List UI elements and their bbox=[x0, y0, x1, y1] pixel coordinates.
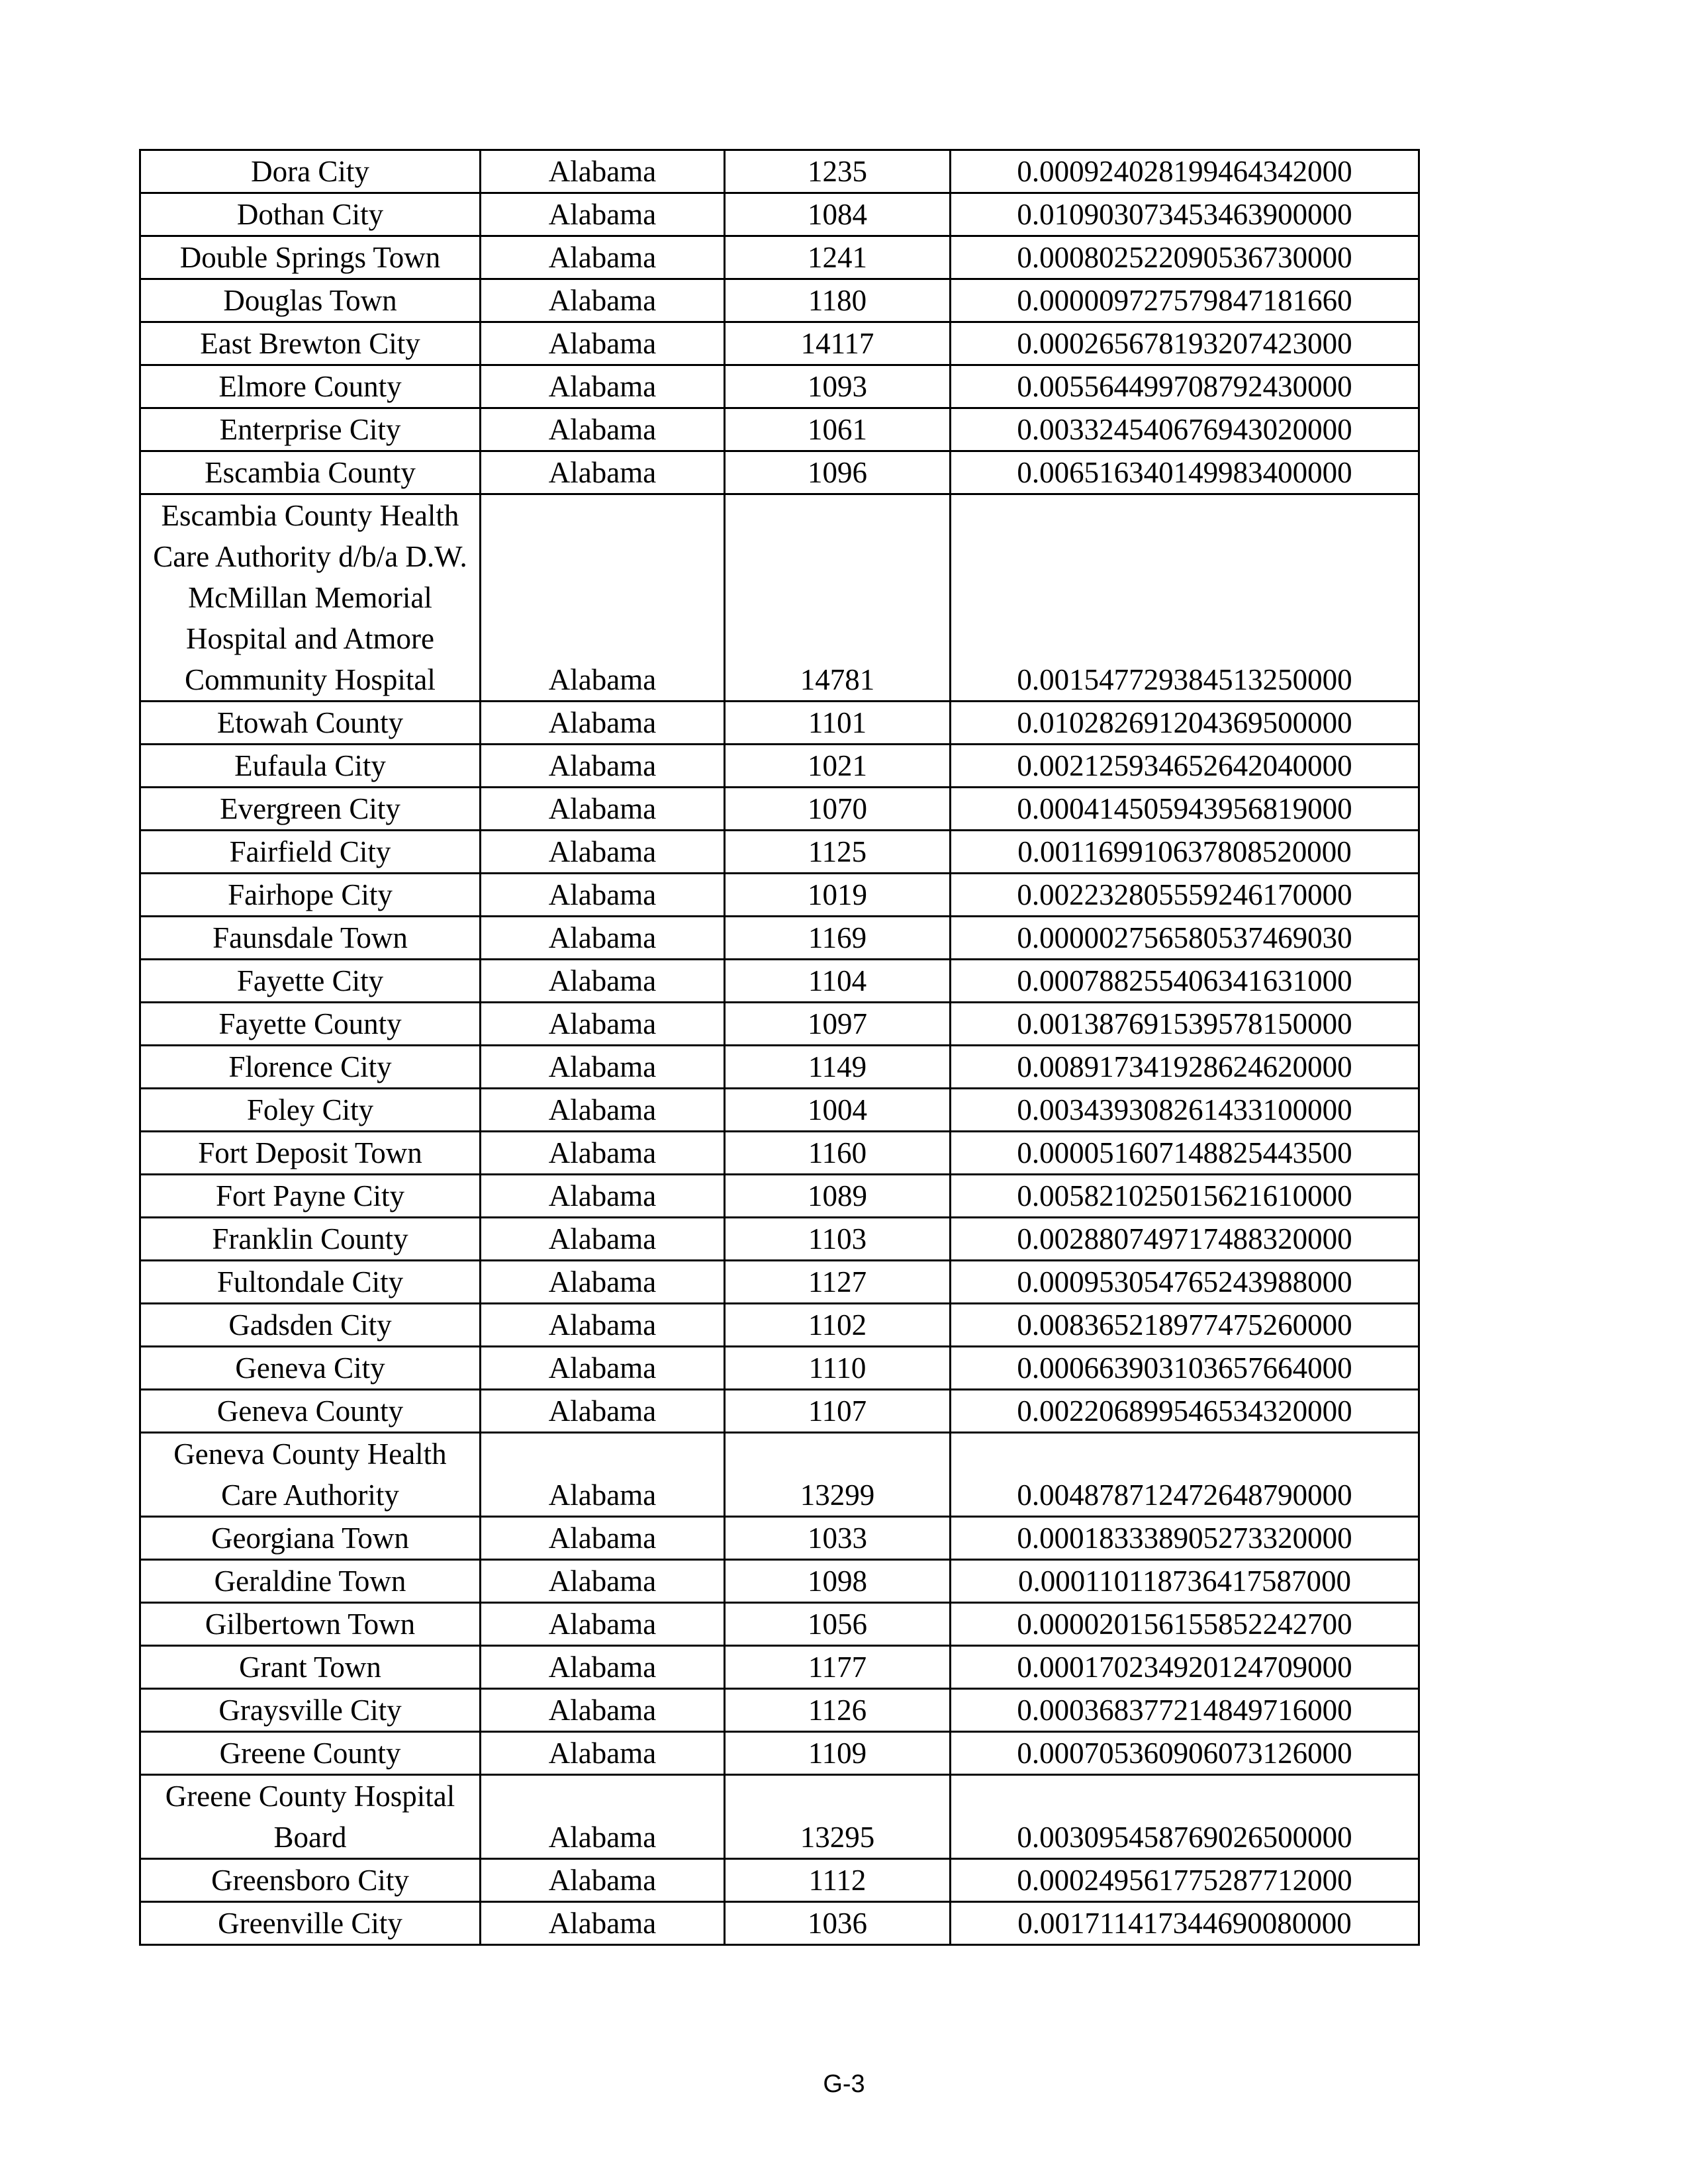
id-cell: 1056 bbox=[725, 1603, 951, 1646]
id-cell: 1036 bbox=[725, 1902, 951, 1945]
allocation-cell: 0.000705360906073126000 bbox=[951, 1732, 1419, 1775]
id-cell: 1098 bbox=[725, 1560, 951, 1603]
table-row bbox=[140, 1175, 1419, 1218]
id-cell: 13295 bbox=[725, 1775, 951, 1859]
id-cell: 1093 bbox=[725, 365, 951, 408]
allocation-cell: 0.001169910637808520000 bbox=[951, 831, 1419, 874]
id-cell: 14117 bbox=[725, 322, 951, 365]
state-cell: Alabama bbox=[481, 1732, 725, 1775]
state-cell: Alabama bbox=[481, 1390, 725, 1433]
id-cell: 1125 bbox=[725, 831, 951, 874]
state-cell: Alabama bbox=[481, 702, 725, 745]
entity-name-cell: Fort Payne City bbox=[140, 1175, 481, 1218]
table-row bbox=[140, 1089, 1419, 1132]
table-row bbox=[140, 960, 1419, 1003]
state-cell: Alabama bbox=[481, 1089, 725, 1132]
id-cell: 1102 bbox=[725, 1304, 951, 1347]
allocation-cell: 0.008365218977475260000 bbox=[951, 1304, 1419, 1347]
entity-name-cell: Douglas Town bbox=[140, 279, 481, 322]
id-cell: 1180 bbox=[725, 279, 951, 322]
state-cell: Alabama bbox=[481, 193, 725, 236]
page-number: G-3 bbox=[823, 2070, 865, 2098]
state-cell: Alabama bbox=[481, 322, 725, 365]
table-row bbox=[140, 1859, 1419, 1902]
entity-name-cell: Escambia County bbox=[140, 451, 481, 494]
state-cell: Alabama bbox=[481, 1218, 725, 1261]
allocation-cell: 0.002880749717488320000 bbox=[951, 1218, 1419, 1261]
entity-name-cell: Enterprise City bbox=[140, 408, 481, 451]
id-cell: 14781 bbox=[725, 494, 951, 702]
allocation-cell: 0.010903073453463900000 bbox=[951, 193, 1419, 236]
allocation-cell: 0.000953054765243988000 bbox=[951, 1261, 1419, 1304]
entity-name-cell: Grant Town bbox=[140, 1646, 481, 1689]
id-cell: 1169 bbox=[725, 917, 951, 960]
table-row bbox=[140, 1261, 1419, 1304]
table-row bbox=[140, 1132, 1419, 1175]
state-cell: Alabama bbox=[481, 494, 725, 702]
state-cell: Alabama bbox=[481, 960, 725, 1003]
allocation-cell: 0.003324540676943020000 bbox=[951, 408, 1419, 451]
entity-name-cell: Georgiana Town bbox=[140, 1517, 481, 1560]
table-row bbox=[140, 451, 1419, 494]
id-cell: 1160 bbox=[725, 1132, 951, 1175]
state-cell: Alabama bbox=[481, 1433, 725, 1517]
id-cell: 1177 bbox=[725, 1646, 951, 1689]
table-row bbox=[140, 1517, 1419, 1560]
entity-name-cell: Geneva City bbox=[140, 1347, 481, 1390]
state-cell: Alabama bbox=[481, 1775, 725, 1859]
table-row bbox=[140, 193, 1419, 236]
table-row bbox=[140, 1347, 1419, 1390]
table-row bbox=[140, 494, 1419, 702]
table-row bbox=[140, 1304, 1419, 1347]
entity-name-cell: Dora City bbox=[140, 150, 481, 193]
id-cell: 1104 bbox=[725, 960, 951, 1003]
entity-name-cell: Fayette City bbox=[140, 960, 481, 1003]
entity-name-cell: Franklin County bbox=[140, 1218, 481, 1261]
entity-name-cell: Fayette County bbox=[140, 1003, 481, 1046]
table-row bbox=[140, 874, 1419, 917]
entity-name-cell: Elmore County bbox=[140, 365, 481, 408]
table-row bbox=[140, 408, 1419, 451]
allocation-cell: 0.000414505943956819000 bbox=[951, 788, 1419, 831]
id-cell: 1103 bbox=[725, 1218, 951, 1261]
state-cell: Alabama bbox=[481, 1859, 725, 1902]
id-cell: 1112 bbox=[725, 1859, 951, 1902]
table-row bbox=[140, 1902, 1419, 1945]
allocation-cell: 0.000249561775287712000 bbox=[951, 1859, 1419, 1902]
id-cell: 1089 bbox=[725, 1175, 951, 1218]
table-row bbox=[140, 1603, 1419, 1646]
table-row bbox=[140, 1390, 1419, 1433]
id-cell: 1021 bbox=[725, 745, 951, 788]
allocation-cell: 0.000009727579847181660 bbox=[951, 279, 1419, 322]
state-cell: Alabama bbox=[481, 1132, 725, 1175]
state-cell: Alabama bbox=[481, 1261, 725, 1304]
allocation-cell: 0.000802522090536730000 bbox=[951, 236, 1419, 279]
allocation-cell: 0.002232805559246170000 bbox=[951, 874, 1419, 917]
entity-name-cell: Greene County Hospital Board bbox=[140, 1775, 481, 1859]
id-cell: 1097 bbox=[725, 1003, 951, 1046]
id-cell: 1235 bbox=[725, 150, 951, 193]
id-cell: 1109 bbox=[725, 1732, 951, 1775]
entity-name-cell: Fairfield City bbox=[140, 831, 481, 874]
table-row bbox=[140, 1646, 1419, 1689]
state-cell: Alabama bbox=[481, 874, 725, 917]
entity-name-cell: Fort Deposit Town bbox=[140, 1132, 481, 1175]
table-row bbox=[140, 702, 1419, 745]
table-row bbox=[140, 236, 1419, 279]
entity-name-cell: Etowah County bbox=[140, 702, 481, 745]
entity-name-cell: Greenville City bbox=[140, 1902, 481, 1945]
allocation-cell: 0.003095458769026500000 bbox=[951, 1775, 1419, 1859]
id-cell: 1149 bbox=[725, 1046, 951, 1089]
table-row bbox=[140, 365, 1419, 408]
allocation-cell: 0.000663903103657664000 bbox=[951, 1347, 1419, 1390]
table-row bbox=[140, 1560, 1419, 1603]
table-body bbox=[140, 150, 1419, 1945]
id-cell: 1126 bbox=[725, 1689, 951, 1732]
table-row bbox=[140, 788, 1419, 831]
allocation-cell: 0.001547729384513250000 bbox=[951, 494, 1419, 702]
allocation-cell: 0.000265678193207423000 bbox=[951, 322, 1419, 365]
allocation-cell: 0.006516340149983400000 bbox=[951, 451, 1419, 494]
entity-name-cell: Dothan City bbox=[140, 193, 481, 236]
entity-name-cell: Geneva County bbox=[140, 1390, 481, 1433]
state-cell: Alabama bbox=[481, 1175, 725, 1218]
state-cell: Alabama bbox=[481, 408, 725, 451]
entity-name-cell: Geraldine Town bbox=[140, 1560, 481, 1603]
entity-name-cell: Foley City bbox=[140, 1089, 481, 1132]
id-cell: 1127 bbox=[725, 1261, 951, 1304]
table-row bbox=[140, 1775, 1419, 1859]
allocation-cell: 0.000051607148825443500 bbox=[951, 1132, 1419, 1175]
table-row bbox=[140, 917, 1419, 960]
table-row bbox=[140, 745, 1419, 788]
table-row bbox=[140, 1689, 1419, 1732]
allocation-cell: 0.010282691204369500000 bbox=[951, 702, 1419, 745]
entity-name-cell: Eufaula City bbox=[140, 745, 481, 788]
state-cell: Alabama bbox=[481, 1902, 725, 1945]
state-cell: Alabama bbox=[481, 1304, 725, 1347]
state-cell: Alabama bbox=[481, 1347, 725, 1390]
table-row bbox=[140, 1003, 1419, 1046]
allocation-cell: 0.000924028199464342000 bbox=[951, 150, 1419, 193]
state-cell: Alabama bbox=[481, 365, 725, 408]
allocation-cell: 0.000183338905273320000 bbox=[951, 1517, 1419, 1560]
allocation-cell: 0.005564499708792430000 bbox=[951, 365, 1419, 408]
allocation-cell: 0.004878712472648790000 bbox=[951, 1433, 1419, 1517]
id-cell: 1107 bbox=[725, 1390, 951, 1433]
id-cell: 1061 bbox=[725, 408, 951, 451]
allocation-cell: 0.000002756580537469030 bbox=[951, 917, 1419, 960]
id-cell: 1019 bbox=[725, 874, 951, 917]
table-row bbox=[140, 831, 1419, 874]
entity-name-cell: Geneva County Health Care Authority bbox=[140, 1433, 481, 1517]
id-cell: 1101 bbox=[725, 702, 951, 745]
state-cell: Alabama bbox=[481, 279, 725, 322]
allocation-cell: 0.008917341928624620000 bbox=[951, 1046, 1419, 1089]
entity-name-cell: Gadsden City bbox=[140, 1304, 481, 1347]
table-row bbox=[140, 150, 1419, 193]
entity-name-cell: Graysville City bbox=[140, 1689, 481, 1732]
entity-name-cell: East Brewton City bbox=[140, 322, 481, 365]
state-cell: Alabama bbox=[481, 1517, 725, 1560]
state-cell: Alabama bbox=[481, 788, 725, 831]
allocation-cell: 0.000788255406341631000 bbox=[951, 960, 1419, 1003]
allocation-cell: 0.002125934652642040000 bbox=[951, 745, 1419, 788]
entity-name-cell: Faunsdale Town bbox=[140, 917, 481, 960]
state-cell: Alabama bbox=[481, 236, 725, 279]
table-row bbox=[140, 1046, 1419, 1089]
state-cell: Alabama bbox=[481, 1003, 725, 1046]
allocation-cell: 0.002206899546534320000 bbox=[951, 1390, 1419, 1433]
state-cell: Alabama bbox=[481, 150, 725, 193]
table-row bbox=[140, 1732, 1419, 1775]
id-cell: 1241 bbox=[725, 236, 951, 279]
allocation-cell: 0.000368377214849716000 bbox=[951, 1689, 1419, 1732]
table-row bbox=[140, 279, 1419, 322]
entity-name-cell: Fairhope City bbox=[140, 874, 481, 917]
state-cell: Alabama bbox=[481, 1603, 725, 1646]
state-cell: Alabama bbox=[481, 831, 725, 874]
state-cell: Alabama bbox=[481, 1046, 725, 1089]
allocation-cell: 0.000110118736417587000 bbox=[951, 1560, 1419, 1603]
entity-name-cell: Greensboro City bbox=[140, 1859, 481, 1902]
entity-name-cell: Greene County bbox=[140, 1732, 481, 1775]
table-row bbox=[140, 1218, 1419, 1261]
entity-name-cell: Escambia County Health Care Authority d/b/a D.W. McMillan Memorial Hospital and Atmore Community Hospital bbox=[140, 494, 481, 702]
table-row bbox=[140, 322, 1419, 365]
id-cell: 1004 bbox=[725, 1089, 951, 1132]
state-cell: Alabama bbox=[481, 451, 725, 494]
id-cell: 13299 bbox=[725, 1433, 951, 1517]
entity-name-cell: Florence City bbox=[140, 1046, 481, 1089]
table-row bbox=[140, 1433, 1419, 1517]
entity-name-cell: Gilbertown Town bbox=[140, 1603, 481, 1646]
id-cell: 1033 bbox=[725, 1517, 951, 1560]
state-cell: Alabama bbox=[481, 1646, 725, 1689]
id-cell: 1096 bbox=[725, 451, 951, 494]
allocation-cell: 0.000020156155852242700 bbox=[951, 1603, 1419, 1646]
allocation-cell: 0.003439308261433100000 bbox=[951, 1089, 1419, 1132]
allocation-cell: 0.001387691539578150000 bbox=[951, 1003, 1419, 1046]
id-cell: 1110 bbox=[725, 1347, 951, 1390]
entity-name-cell: Fultondale City bbox=[140, 1261, 481, 1304]
id-cell: 1070 bbox=[725, 788, 951, 831]
entity-name-cell: Evergreen City bbox=[140, 788, 481, 831]
state-cell: Alabama bbox=[481, 917, 725, 960]
allocation-cell: 0.000170234920124709000 bbox=[951, 1646, 1419, 1689]
id-cell: 1084 bbox=[725, 193, 951, 236]
allocation-cell: 0.001711417344690080000 bbox=[951, 1902, 1419, 1945]
state-cell: Alabama bbox=[481, 1560, 725, 1603]
entity-name-cell: Double Springs Town bbox=[140, 236, 481, 279]
allocation-cell: 0.005821025015621610000 bbox=[951, 1175, 1419, 1218]
state-cell: Alabama bbox=[481, 1689, 725, 1732]
allocation-table bbox=[139, 149, 1420, 1946]
state-cell: Alabama bbox=[481, 745, 725, 788]
